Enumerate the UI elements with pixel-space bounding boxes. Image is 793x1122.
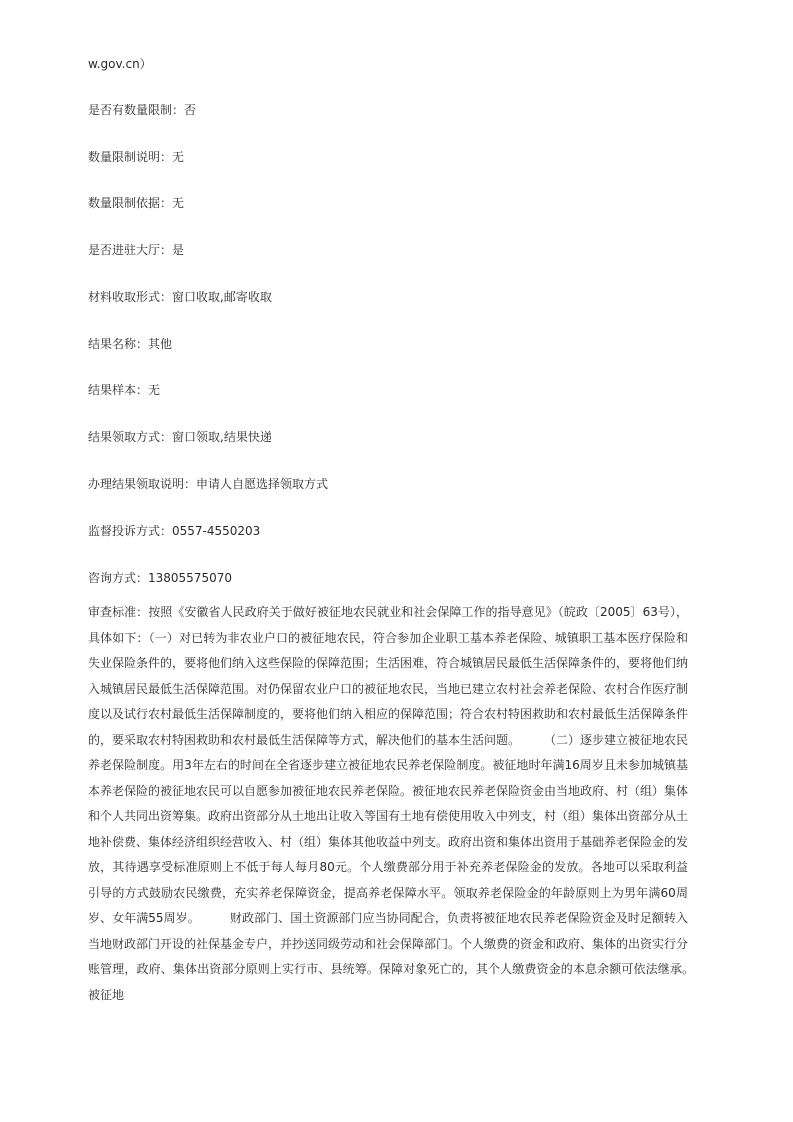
line-in-hall: 是否进驻大厅：是 — [88, 243, 185, 257]
line-material-form: 材料收取形式：窗口收取,邮寄收取 — [88, 290, 272, 304]
line-pickup-note: 办理结果领取说明：申请人自愿选择领取方式 — [88, 477, 329, 491]
line-result-name: 结果名称：其他 — [88, 337, 173, 351]
line-result-pickup: 结果领取方式：窗口领取,结果快递 — [88, 430, 272, 444]
line-limit-desc: 数量限制说明：无 — [88, 150, 185, 164]
line-consult: 咨询方式：13805575070 — [88, 571, 232, 585]
review-standard-paragraph: 审查标准：按照《安徽省人民政府关于做好被征地农民就业和社会保障工作的指导意见》（皖政〔2005〕63号），具体如下：（一）对已转为非农业户口的被征地农民，符合参加企业职工基本养老保险、城镇职工基本医疗保险和失业保险条件的，要将他们纳入这些保险的保障范围；生活困难，符合城镇居民最低生活保障条件的，要将他们纳入城镇居民最低生活保障范围。对仍保留农业户口的被征地农民，当地已建立农村社会养老保险、农村合作医疗制度以及试行农村最低生活保障制度的，要将他们纳入相应的保障范围；符合农村特困救助和农村最低生活保障条件的，要采取农村特困救助和农村最低生活保障等方式，解决他们的基本生活问题。 （二）逐步建立被征地农民养老保险制度。用3年左右的时间在全省逐步建立被征地农民养老保险制度。被征地时年满16周岁且未参加城镇基本养老保险的被征地农民可以自愿参加被征地农民养老保险。被征地农民养老保险资金由当地政府、村（组）集体和个人共同出资筹集。政府出资部分从土地出让收入等国有土地有偿使用收入中列支，村（组）集体出资部分从土地补偿费、集体经济组织经营收入、村（组）集体其他收益中列支。政府出资和集体出资用于基础养老保险金的发放，其待遇享受标准原则上不低于每人每月80元。个人缴费部分用于补充养老保险金的发放。各地可以采取利益引导的方式鼓励农民缴费，充实养老保障资金，提高养老保障水平。领取养老保险金的年龄原则上为男年满60周岁、女年满55周岁。 财政部门、国土资源部门应当协同配合，负责将被征地农民养老保险资金及时足额转入当地财政部门开设的社保基金专户，并抄送同级劳动和社会保障部门。个人缴费的资金和政府、集体的出资实行分账管理，政府、集体出资部分原则上实行市、县统筹。保障对象死亡的，其个人缴费资金的本息余额可依法继承。 被征地 — [88, 605, 725, 1002]
line-limit-basis: 数量限制依据：无 — [88, 196, 185, 210]
line-quantity-limit: 是否有数量限制：否 — [88, 103, 197, 117]
line-complaint: 监督投诉方式：0557-4550203 — [88, 524, 261, 538]
line-url-tail: w.gov.cn） — [88, 57, 152, 71]
line-result-sample: 结果样本：无 — [88, 383, 161, 397]
